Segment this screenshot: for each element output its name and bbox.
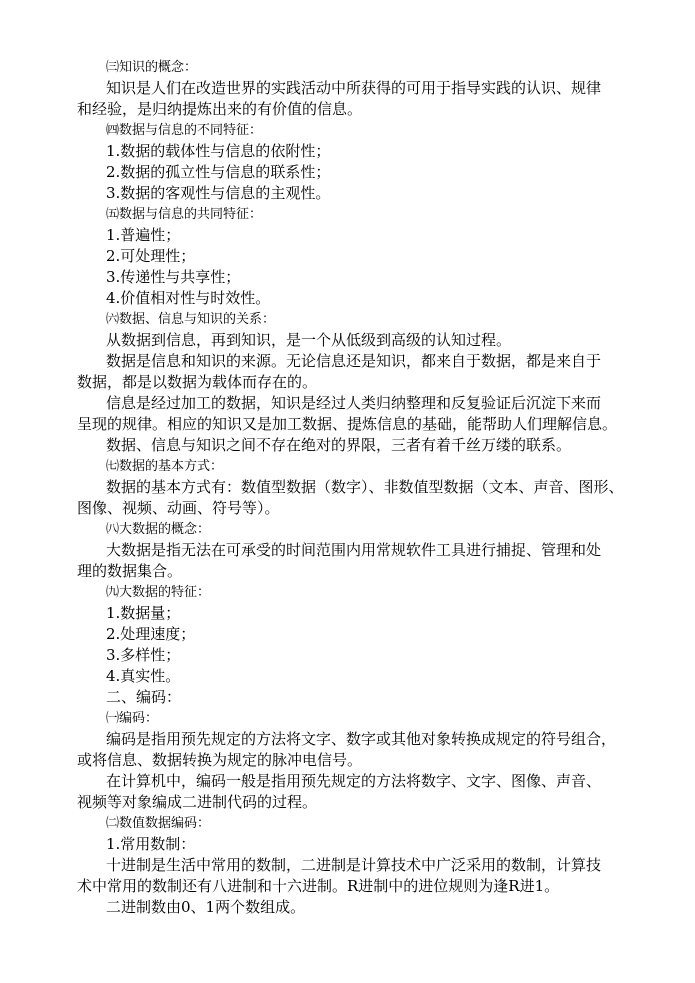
list-item: 2.可处理性； bbox=[106, 247, 196, 265]
paragraph-line: 十进制是生活中常用的数制，二进制是计算技术中广泛采用的数制，计算技 bbox=[106, 856, 602, 874]
list-item: 3.数据的客观性与信息的主观性。 bbox=[106, 184, 331, 202]
heading-diff-features: ㈣数据与信息的不同特征： bbox=[106, 123, 263, 138]
paragraph-line: 或将信息、数据转换为规定的脉冲电信号。 bbox=[77, 751, 363, 769]
paragraph-line: 从数据到信息，再到知识，是一个从低级到高级的认知过程。 bbox=[106, 331, 512, 349]
paragraph-line: 信息是经过加工的数据，知识是经过人类归纳整理和反复验证后沉淀下来而 bbox=[106, 394, 602, 412]
list-item: 1.数据的载体性与信息的依附性； bbox=[106, 142, 331, 160]
paragraph-line: 图像、视频、动画、符号等）。 bbox=[77, 499, 280, 517]
list-item: 1.普遍性； bbox=[106, 226, 181, 244]
paragraph-line: 数据的基本方式有：数值型数据（数字）、非数值型数据（文本、声音、图形、 bbox=[106, 478, 624, 496]
list-item: 4.真实性。 bbox=[106, 667, 181, 685]
paragraph-line: 在计算机中，编码一般是指用预先规定的方法将数字、文字、图像、声音、 bbox=[106, 772, 602, 790]
section-heading-encoding: 二、编码： bbox=[106, 688, 182, 706]
paragraph-line: 二进制数由0、1两个数组成。 bbox=[106, 898, 306, 916]
heading-knowledge-concept: ㈢知识的概念： bbox=[106, 60, 198, 75]
paragraph-line: 和经验，是归纳提炼出来的有价值的信息。 bbox=[77, 100, 363, 118]
paragraph-line: 理的数据集合。 bbox=[77, 562, 183, 580]
list-item: 2.数据的孤立性与信息的联系性； bbox=[106, 163, 331, 181]
list-item: 1.常用数制： bbox=[106, 835, 196, 853]
heading-relationship: ㈥数据、信息与知识的关系： bbox=[106, 312, 276, 327]
paragraph-line: 数据是信息和知识的来源。无论信息还是知识，都来自于数据，都是来自于 bbox=[106, 352, 602, 370]
heading-numeric-encoding: ㈡数值数据编码： bbox=[106, 816, 211, 831]
paragraph-line: 数据，都是以数据为载体而存在的。 bbox=[77, 373, 318, 391]
paragraph-line: 数据、信息与知识之间不存在绝对的界限，三者有着千丝万缕的联系。 bbox=[106, 436, 572, 454]
list-item: 1.数据量； bbox=[106, 604, 181, 622]
heading-encoding: ㈠编码： bbox=[106, 711, 159, 726]
list-item: 3.多样性； bbox=[106, 646, 181, 664]
list-item: 3.传递性与共享性； bbox=[106, 268, 241, 286]
heading-big-data-features: ㈨大数据的特征： bbox=[106, 585, 211, 600]
paragraph-line: 视频等对象编成二进制代码的过程。 bbox=[77, 793, 318, 811]
heading-big-data-concept: ㈧大数据的概念： bbox=[106, 522, 211, 537]
paragraph-line: 知识是人们在改造世界的实践活动中所获得的可用于指导实践的认识、规律 bbox=[106, 79, 602, 97]
paragraph-line: 编码是指用预先规定的方法将文字、数字或其他对象转换成规定的符号组合， bbox=[106, 730, 617, 748]
heading-common-features: ㈤数据与信息的共同特征： bbox=[106, 207, 263, 222]
list-item: 4.价值相对性与时效性。 bbox=[106, 289, 271, 307]
paragraph-line: 呈现的规律。相应的知识又是加工数据、提炼信息的基础，能帮助人们理解信息。 bbox=[77, 415, 618, 433]
heading-basic-forms: ㈦数据的基本方式： bbox=[106, 459, 224, 474]
list-item: 2.处理速度； bbox=[106, 625, 196, 643]
paragraph-line: 大数据是指无法在可承受的时间范围内用常规软件工具进行捕捉、管理和处 bbox=[106, 541, 602, 559]
paragraph-line: 术中常用的数制还有八进制和十六进制。R进制中的进位规则为逢R进1。 bbox=[77, 877, 560, 895]
